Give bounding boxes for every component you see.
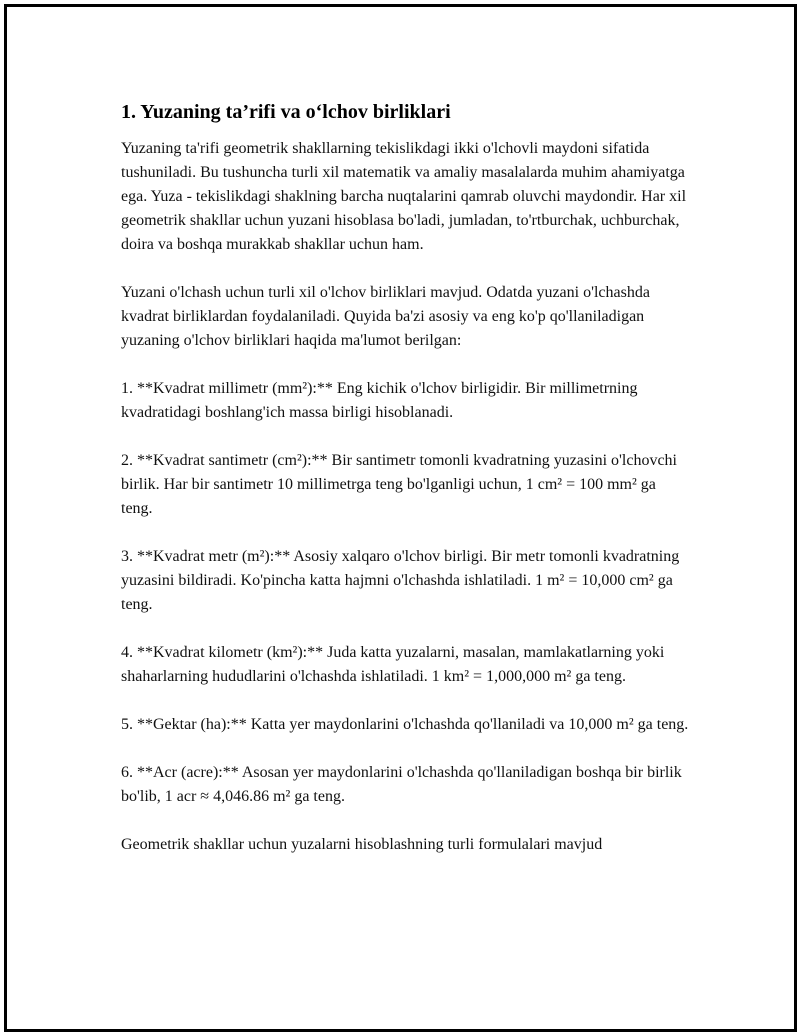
list-item-km2: 4. **Kvadrat kilometr (km²):** Juda katta yuzalarni, masalan, mamlakatlarning yoki shaharlarning hududlarini o'lchashda ishlatiladi. 1 km² = 1,000,000 m² ga teng. <box>121 644 665 685</box>
paragraph-units-intro: Yuzani o'lchash uchun turli xil o'lchov birliklari mavjud. Odatda yuzani o'lchashda kvadrat birliklardan foydalaniladi. Quyida ba'zi asosiy va eng ko'p qo'llaniladigan yuzaning o'lchov birliklari haqida ma'lumot berilgan: <box>121 284 650 349</box>
list-item-cm2: 2. **Kvadrat santimetr (cm²):** Bir santimetr tomonli kvadratning yuzasini o'lchovchi birlik. Har bir santimetr 10 millimetrga teng bo'lganligi uchun, 1 cm² = 100 mm² ga teng. <box>121 452 677 517</box>
section-heading: 1. Yuzaning ta’rifi va o‘lchov birliklari <box>121 101 451 123</box>
document-body <box>121 99 691 881</box>
list-item-acre: 6. **Acr (acre):** Asosan yer maydonlarini o'lchashda qo'llaniladigan boshqa bir birlik bo'lib, 1 acr ≈ 4,046.86 m² ga teng. <box>121 764 682 805</box>
list-item-m2: 3. **Kvadrat metr (m²):** Asosiy xalqaro o'lchov birligi. Bir metr tomonli kvadratning yuzasini bildiradi. Ko'pincha katta hajmni o'lchashda ishlatiladi. 1 m² = 10,000 cm² ga teng. <box>121 548 680 613</box>
list-item-mm2: 1. **Kvadrat millimetr (mm²):** Eng kichik o'lchov birligidir. Bir millimetrning kvadratidagi boshlang'ich massa birligi hisoblanadi. <box>121 380 638 421</box>
page-frame <box>4 4 797 1032</box>
list-item-hectare: 5. **Gektar (ha):** Katta yer maydonlarini o'lchashda qo'llaniladi va 10,000 m² ga teng. <box>121 716 689 733</box>
paragraph-definition: Yuzaning ta'rifi geometrik shakllarning tekislikdagi ikki o'lchovli maydoni sifatida tushuniladi. Bu tushuncha turli xil matematik va amaliy masalalarda muhim ahamiyatga ega. Yuza - tekislikdagi shaklning barcha nuqtalarini qamrab oluvchi maydondir. Har xil geometrik shakllar uchun yuzani hisoblasa bo'ladi, jumladan, to'rtburchak, uchburchak, doira va boshqa murakkab shakllar uchun ham. <box>121 140 687 253</box>
paragraph-formulas: Geometrik shakllar uchun yuzalarni hisoblashning turli formulalari mavjud <box>121 836 603 853</box>
